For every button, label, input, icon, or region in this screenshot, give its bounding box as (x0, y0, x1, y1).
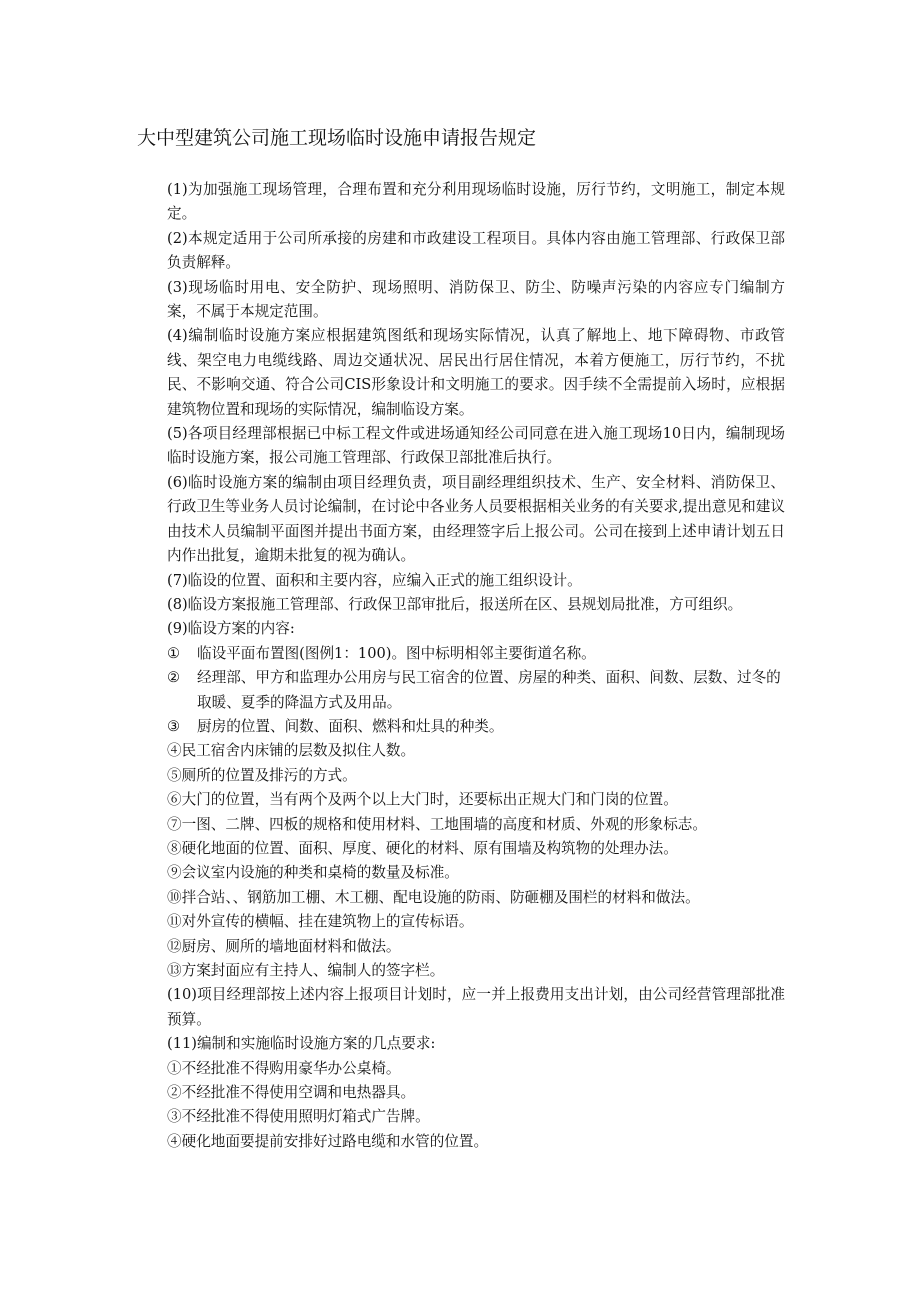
list-item-marker: ② (167, 669, 181, 687)
list-item: ⑬方案封面应有主持人、编制人的签字栏。 (167, 962, 445, 979)
list-item-marker: ① (167, 644, 181, 662)
paragraph-8: (8)临设方案报施工管理部、行政保卫部审批后，报送所在区、县规划局批准，方可组织。 (167, 595, 743, 613)
requirement-item: ③不经批准不得使用照明灯箱式广告牌。 (167, 1108, 430, 1126)
paragraph-9: (9)临设方案的内容: (167, 620, 295, 638)
paragraph-7: (7)临设的位置、面积和主要内容，应编入正式的施工组织设计。 (167, 571, 582, 589)
list-item-marker: ③ (167, 717, 181, 735)
requirement-item: ②不经批准不得使用空调和电热器具。 (167, 1084, 416, 1102)
list-item (167, 642, 785, 666)
list-item-text: 厨房的位置、间数、面积、燃料和灶具的种类。 (197, 717, 504, 735)
list-item: ⑥大门的位置，当有两个及两个以上大门时，还要标出正规大门和门岗的位置。 (167, 791, 678, 809)
paragraph-5: (5)各项目经理部根据已中标工程文件或进场通知经公司同意在进入施工现场10日内，编制现场临时设施方案，报公司施工管理部、行政保卫部批准后执行。 (167, 425, 785, 467)
list-item: ④民工宿舍内床铺的层数及拟住人数。 (167, 742, 416, 760)
document-title: 大中型建筑公司施工现场临时设施申请报告规定 (137, 127, 537, 149)
list-item: ⑧硬化地面的位置、面积、厚度、硬化的材料、原有围墙及构筑物的处理办法。 (167, 839, 678, 857)
list-item-text: 经理部、甲方和监理办公用房与民工宿舍的位置、房屋的种类、面积、间数、层数、过冬的取暖、夏季的降温方式及用品。 (197, 669, 781, 711)
list-item: ⑫厨房、厕所的墙地面材料和做法。 (167, 937, 401, 955)
list-item: ⑦一图、二牌、四板的规格和使用材料、工地围墙的高度和材质、外观的形象标志。 (167, 815, 707, 833)
list-item: ⑩拌合站、、钢筋加工棚、木工棚、配电设施的防雨、防砸棚及围栏的材料和做法。 (167, 888, 700, 906)
requirement-item: ④硬化地面要提前安排好过路电缆和水管的位置。 (167, 1132, 489, 1150)
paragraph-2: (2)本规定适用于公司所承接的房建和市政建设工程项目。具体内容由施工管理部、行政保卫部负责解释。 (167, 229, 785, 272)
list-item-text: 临设平面布置图(图例1：100)。图中标明相邻主要街道名称。 (197, 644, 596, 662)
paragraph-3: (3)现场临时用电、安全防护、现场照明、消防保卫、防尘、防噪声污染的内容应专门编制方案，不属于本规定范围。 (167, 278, 785, 321)
paragraph-6: (6)临时设施方案的编制由项目经理负责，项目副经理组织技术、生产、安全材料、消防保卫、行政卫生等业务人员讨论编制，在讨论中各业务人员要根据相关业务的有关要求,提出意见和建议由技术人员编制平面图并提出书面方案，由经理签字后上报公司。公司在接到上述申请计划五日内作出批复，逾期未批复的视为确认。 (167, 473, 785, 565)
list-item (167, 666, 785, 715)
list-item (167, 715, 785, 739)
paragraph-4: (4)编制临时设施方案应根据建筑图纸和现场实际情况，认真了解地上、地下障碍物、市政管线、架空电力电缆线路、周边交通状况、居民出行居住情况，本着方便施工，厉行节约，不扰民、不影响交通、符合公司CIS形象设计和文明施工的要求。因手续不全需提前入场时，应根据建筑物位置和现场的实际情况，编制临设方案。 (167, 327, 785, 418)
paragraph-1: (1)为加强施工现场管理，合理布置和充分利用现场临时设施，厉行节约，文明施工，制定本规定。 (167, 181, 785, 223)
list-item: ⑨会议室内设施的种类和桌椅的数量及标准。 (167, 864, 459, 882)
list-item: ⑪对外宣传的横幅、挂在建筑物上的宣传标语。 (167, 913, 474, 931)
requirement-item: ①不经批准不得购用豪华办公桌椅。 (167, 1059, 401, 1077)
list-item: ⑤厕所的位置及排污的方式。 (167, 766, 357, 784)
paragraph-11: (11)编制和实施临时设施方案的几点要求: (167, 1035, 436, 1053)
paragraph-10: (10)项目经理部按上述内容上报项目计划时，应一并上报费用支出计划，由公司经营管理部批准预算。 (167, 986, 785, 1028)
document-body (167, 178, 785, 1154)
